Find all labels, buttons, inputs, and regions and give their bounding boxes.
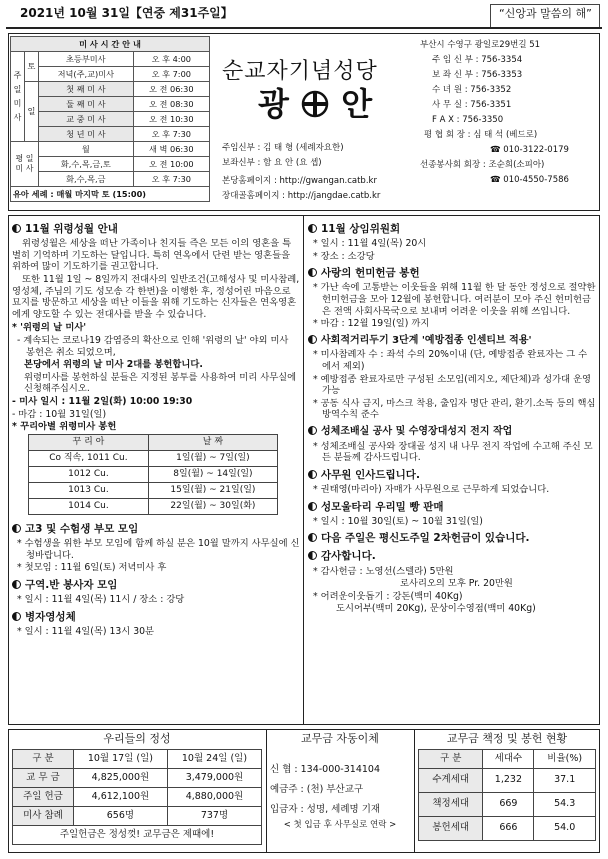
mass-schedule [10,36,210,202]
contact-phone: ☎ 010-4550-7586 [490,175,569,185]
church-subtitle: 순교자기념성당 [222,59,378,84]
paragraph: 위령성월은 세상을 떠난 가족이나 친지들 즉은 모든 이의 영혼을 특별히 기억하며 기도하는 달입니다. 특히 연옥에서 단련 받는 영혼들을 위하여 많이 기도하기를 권고합니다. [12,238,292,273]
offering-table [12,749,262,845]
table-cell: 1,232 [483,768,534,792]
sat-label: 토 [25,52,39,82]
table-cell: 4,825,000원 [73,768,167,787]
section-title: 11월 상임위원회 [308,223,596,236]
table-cell: 1014 Cu. [29,498,149,514]
year-motto: “신앙과 말씀의 해” [490,4,600,28]
paragraph: 도시어부(백미 20Kg), 문상이수영점(백미 40Kg) [336,603,536,615]
paragraph: * 마감 : 12월 19일(일) 까지 [313,318,430,330]
contact-line: 수 녀 원 : 756-3352 [432,85,512,95]
table-cell: 3,479,000원 [167,768,261,787]
section-title: 고3 및 수험생 부모 모임 [12,523,300,536]
paragraph: * 미사참례자 수 : 좌석 수의 20%이내 (단, 예방접종 완료자는 그 수에서 제외) [313,349,588,373]
paragraph: 위령미사를 봉헌하실 분들은 지정된 봉투를 사용하여 미리 사무실에 신청해주십시오. [24,371,297,395]
church-name-right: 안 [341,85,373,123]
table-cell: 1012 Cu. [29,466,149,482]
address: 부산시 수영구 광일로29번길 51 [420,40,541,50]
paragraph: * 공동 식사 금지, 마스크 착용, 출입자 명단 관리, 환기.소독 등의 핵심 방역수칙 준수 [313,397,596,421]
contact-line: 선종봉사회 회장 : 조순희(소피아) [420,160,545,170]
mass-name: 교 중 미 사 [39,112,134,127]
table-cell: 37.1 [534,768,596,792]
header-divider [6,27,602,29]
table-cell: 봉헌세대 [419,816,483,840]
homepage-link[interactable]: 본당홈페이지 : http://gwangan.catb.kr [222,176,377,186]
table-cell: 8일(월) ~ 14일(일) [148,466,277,482]
mass-name: 저녁(주,교)미사 [39,67,134,82]
paragraph: * 권태영(마리아) 자매가 사무원으로 근무하게 되었습니다. [313,483,550,495]
paragraph: * 수험생을 위한 부모 모임에 함께 하실 분은 10월 말까지 사무실에 신청바랍니다. [17,538,300,561]
church-logo-icon [300,88,330,118]
bulletin-date: 2021년 10월 31일【연중 제31주일】 [20,6,233,20]
subheading: * '위령의 날 미사' [12,322,87,334]
paragraph: - 미사 일시 : 11월 2일(화) 10:00 19:30 [12,396,193,408]
table-header: 구 분 [419,749,483,768]
day-label: 일 [25,82,39,142]
offering-footer: 주일헌금은 정성껏! 교무금은 제때에! [13,825,262,844]
table-header: 날 짜 [148,434,277,450]
church-name-left: 광 [258,85,289,123]
contact-phone: ☎ 010-3122-0179 [490,145,569,155]
mass-name: 둘 째 미 사 [39,97,134,112]
mass-time: 오 후 7:30 [133,172,209,187]
table-cell: 15일(월) ~ 21일(일) [148,482,277,498]
auto-transfer-line: 예금주 : (천) 부산교구 [270,783,364,795]
offering-title: 우리들의 정성 [103,732,171,745]
paragraph: - 마감 : 10월 31일(일) [12,408,107,420]
contact-line: 보 좌 신 부 : 756-3353 [432,70,523,80]
auto-transfer-line: 신 협 : 134-000-314104 [270,763,381,775]
mass-time: 오 전 10:30 [133,112,209,127]
pledge-panel [418,732,596,841]
section-title: 병자영성체 [12,611,300,624]
table-cell: 54.3 [534,792,596,816]
table-cell: 669 [483,792,534,816]
church-name [258,84,372,124]
mass-time: 오 후 4:00 [133,52,209,67]
offering-panel [12,732,262,845]
table-cell: 수계세대 [419,768,483,792]
paragraph: * 감사헌금 : 노영선(스텔라) 5만원 [313,565,454,577]
auto-transfer-panel [270,732,410,830]
table-cell: 책정세대 [419,792,483,816]
paragraph: 로사리오의 모후 Pr. 20만원 [400,578,513,590]
mass-time: 오 후 7:30 [133,127,209,142]
section-title: 사무원 인사드립니다. [308,469,596,482]
section-title: 다음 주일은 평신도주일 2차헌금이 있습니다. [308,532,596,545]
table-cell: 666 [483,816,534,840]
jangdae-homepage-link[interactable]: 장대골홈페이지 : http://jangdae.catb.kr [222,191,381,201]
mass-name: 첫 째 미 사 [39,82,134,97]
auto-transfer-line: 입금자 : 성명, 세례명 기재 [270,803,381,815]
paragraph: * 첫모임 : 11월 6일(토) 저녁미사 후 [17,562,167,574]
table-cell: 1013 Cu. [29,482,149,498]
mass-time: 오 전 10:00 [133,157,209,172]
section-title: 구역.반 봉사자 모임 [12,579,300,592]
section-title: 성모울타리 우리밀 빵 판매 [308,501,596,514]
table-cell: 737명 [167,806,261,825]
paragraph: * 일시 : 11월 4일(목) 20시 [313,238,427,250]
section-title: 11월 위령성월 안내 [12,223,300,236]
paragraph: * 장소 : 소강당 [313,250,375,262]
pastor-line: 주임신부 : 김 태 형 (세례자요한) [222,143,344,153]
contact-line: F A X : 756-3350 [432,115,504,125]
table-cell: 주일 헌금 [13,787,74,806]
mass-name: 화,수,목,금 [39,172,134,187]
mass-name: 청 년 미 사 [39,127,134,142]
table-header: 세대수 [483,749,534,768]
paragraph: 또한 11월 1일 ~ 8일까지 전대사의 일반조건(고해성사 및 미사참례, 영성체, 주님의 기도 성모송 각 한번)을 이행한 후, 정성어린 마음으로 묘지를 방문하고 세상을 떠난 이들을 위해 기도하는 신자들은 연옥영혼에게 양도할 수 있는 전대사를 받을 수 있습니다. [12,273,300,320]
table-header: 10월 24일 (일) [167,749,261,768]
left-column [12,218,300,638]
assistant-line: 보좌신부 : 함 요 안 (요 셉) [222,158,322,168]
weekday-label: 평 일 미 사 [11,142,39,187]
paragraph: * 일시 : 10월 30일(토) ~ 10월 31일(일) [313,515,483,527]
paragraph: * 예방접종 완료자로만 구성된 소모임(레지오, 제단체)과 성가대 운영 가능 [313,373,592,397]
contact-line: 주 임 신 부 : 756-3354 [432,55,523,65]
vdivider [414,729,415,853]
mass-name: 월 [39,142,134,157]
paragraph: 본당에서 위령의 날 미사 2대를 봉헌합니다. [24,359,203,371]
paragraph: * 어려운이웃돕기 : 강돈(백미 40Kg) [313,590,463,602]
table-cell: 4,880,000원 [167,787,261,806]
section-title: 감사합니다. [308,550,596,563]
table-cell: 4,612,100원 [73,787,167,806]
table-cell: 1일(월) ~ 7일(일) [148,450,277,466]
paragraph: * 일시 : 11월 4일(목) 11시 / 장소 : 강당 [17,593,185,605]
mass-title: 미 사 시 간 안 내 [11,37,210,52]
table-cell: 54.0 [534,816,596,840]
column-divider [303,215,304,725]
contact-line: 사 무 실 : 756-3351 [432,100,512,110]
mass-name: 화,수,목,금,토 [39,157,134,172]
table-cell: 미사 참례 [13,806,74,825]
paragraph: - 계속되는 코로나19 감염증의 확산으로 인해 '위령의 날' 야외 미사 봉헌은 취소 되었으며, [17,335,289,358]
mass-time: 새 벽 06:30 [133,142,209,157]
subheading: * 꾸리아별 위령미사 봉헌 [12,421,117,433]
table-cell: 22일(월) ~ 30일(화) [148,498,277,514]
table-cell: 656명 [73,806,167,825]
paragraph: * 성체조배실 공사와 장대골 성지 내 나무 전지 작업에 수고해 주신 모든 분들께 감사드립니다. [313,440,593,464]
table-header: 구 분 [13,749,74,768]
table-header: 꾸 리 아 [29,434,149,450]
table-cell: 교 무 금 [13,768,74,787]
table-header: 비율(%) [534,749,596,768]
section-title: 사회적거리두기 3단계 '예방접종 인센티브 적용' [308,335,596,348]
section-title: 성체조배실 공사 및 수영장대성지 전지 작업 [308,426,596,439]
paragraph: * 가난 속에 고통받는 이웃들을 위해 11월 한 달 동안 정성으로 절약한 헌미헌금을 모아 12월에 봉헌합니다. 여러분이 모아 주신 헌미헌금은 전액 사회사목국으로 보내며 어려운 이웃을 위해 쓰입니다. [313,282,596,317]
curia-table [28,434,278,515]
contact-block [420,38,596,188]
pledge-title: 교무금 책정 및 봉헌 현황 [446,732,568,745]
auto-transfer-title: 교무금 자동이체 [301,732,379,745]
mass-time: 오 전 08:30 [133,97,209,112]
auto-transfer-note: < 첫 입금 후 사무실로 연락 > [283,819,397,830]
sunday-label: 주 일 미 사 [11,52,25,142]
paragraph: * 일시 : 11월 4일(목) 13시 30분 [17,625,155,637]
mass-time: 오 전 06:30 [133,82,209,97]
table-cell: Co 직속, 1011 Cu. [29,450,149,466]
mass-name: 초등부미사 [39,52,134,67]
infant-baptism: 유아 세례 : 매월 마지막 토 (15:00) [11,187,210,202]
right-column [308,218,596,616]
table-header: 10월 17일 (일) [73,749,167,768]
pledge-table [418,749,596,841]
mass-time: 오 후 7:00 [133,67,209,82]
contact-line: 평 협 회 장 : 심 태 석 (베드로) [424,130,538,140]
vdivider [266,729,267,853]
section-title: 사랑의 헌미헌금 봉헌 [308,267,596,280]
